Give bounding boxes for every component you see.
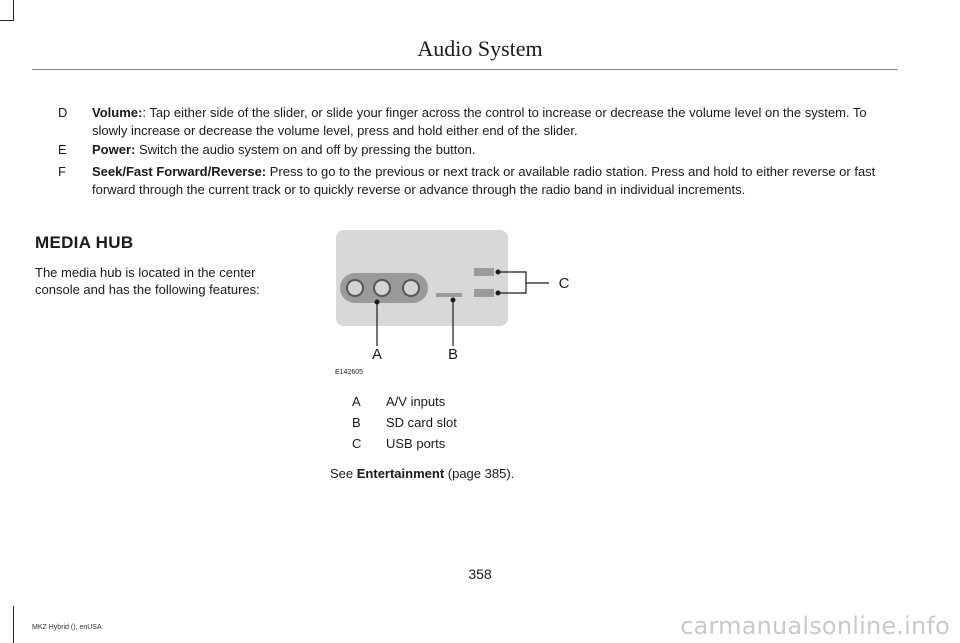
entertainment-link[interactable]: Entertainment bbox=[356, 466, 445, 481]
control-description bbox=[92, 163, 898, 199]
watermark: carmanualsonline.info bbox=[680, 612, 950, 640]
see-prefix: See bbox=[330, 466, 357, 481]
callout-dot bbox=[496, 270, 501, 275]
callout-c: C bbox=[558, 275, 570, 292]
control-description bbox=[92, 141, 898, 159]
usb-port bbox=[474, 268, 494, 276]
usb-port bbox=[474, 289, 494, 297]
callout-dot bbox=[496, 291, 501, 296]
page-title: Audio System bbox=[417, 36, 543, 61]
cross-reference bbox=[330, 466, 514, 481]
legend-letter: C bbox=[352, 436, 362, 451]
callout-a: A bbox=[371, 346, 383, 363]
header-divider bbox=[32, 69, 898, 70]
control-term: Seek/Fast Forward/Reverse: bbox=[92, 164, 267, 179]
see-suffix: (page 385). bbox=[444, 466, 515, 481]
sd-card-slot bbox=[436, 293, 462, 297]
crop-mark-top-left bbox=[13, 0, 14, 21]
control-term: Volume: bbox=[92, 105, 143, 120]
control-text: : Tap either side of the slider, or slide your finger across the control to increase or decrease the volume level on the system. To slowly increase or decrease the volume level, press and hold either end of the slider. bbox=[92, 105, 867, 138]
legend-letter: A bbox=[352, 394, 361, 409]
legend-label: USB ports bbox=[386, 436, 446, 451]
callout-dot bbox=[375, 300, 380, 305]
legend-letter: B bbox=[352, 415, 361, 430]
callout-b: B bbox=[447, 346, 459, 363]
crop-mark-top-left bbox=[0, 20, 14, 21]
control-letter: F bbox=[58, 164, 66, 179]
av-jack bbox=[347, 280, 363, 296]
callout-dot bbox=[451, 298, 456, 303]
control-term: Power: bbox=[92, 142, 136, 157]
control-text: Press to go to the previous or next track or available radio station. Press and hold to either reverse or fast forward through the current track or to quickly reverse or advance through the radio band in individual increments. bbox=[92, 164, 876, 197]
footer-code: MKZ Hybrid (), enUSA bbox=[32, 624, 102, 631]
control-letter: E bbox=[58, 142, 67, 157]
control-description bbox=[92, 104, 898, 140]
control-letter: D bbox=[58, 105, 68, 120]
media-hub-diagram bbox=[333, 226, 583, 378]
page-number: 358 bbox=[468, 566, 492, 582]
media-hub-figure bbox=[333, 226, 583, 378]
av-jack bbox=[374, 280, 390, 296]
legend-label: SD card slot bbox=[386, 415, 457, 430]
control-text: Switch the audio system on and off by pressing the button. bbox=[135, 142, 476, 157]
crop-mark-bottom-left bbox=[13, 606, 14, 643]
section-heading: MEDIA HUB bbox=[35, 233, 134, 252]
figure-code: E142605 bbox=[335, 369, 364, 376]
legend-label: A/V inputs bbox=[386, 394, 446, 409]
section-intro: The media hub is located in the center console and has the following features: bbox=[35, 265, 260, 297]
av-jack bbox=[403, 280, 419, 296]
